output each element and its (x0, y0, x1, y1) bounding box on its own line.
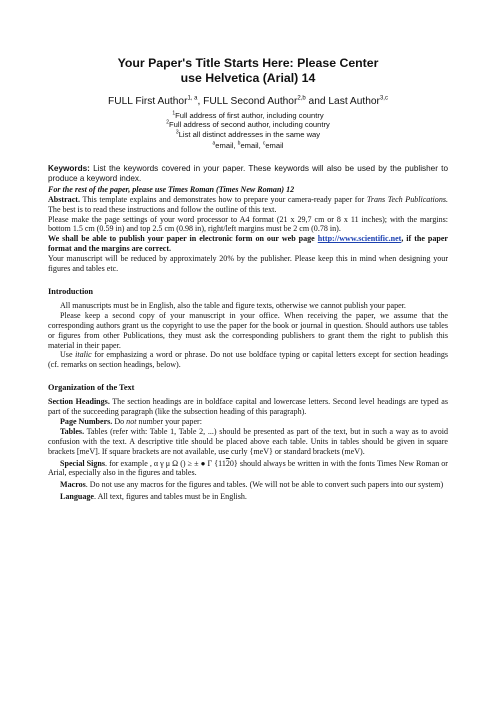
author-and: and (305, 96, 329, 107)
page-numbers-paragraph: Page Numbers. Do not number your paper: (60, 416, 202, 426)
paper-title (48, 56, 448, 85)
affiliations (48, 111, 448, 151)
title-line-1: Your Paper's Title Starts Here: Please Center (117, 56, 379, 70)
affiliation-3: $^3$List all distinct addresses in the same way (175, 129, 321, 139)
author-1: FULL First Author (108, 96, 188, 107)
body-text (48, 185, 448, 502)
intro-paragraph-3: Use italic for emphasizing a word or phrase. Do not use boldface typing or capital letters except for section headings (cf. remarks on section headings, below). (48, 350, 448, 370)
introduction-heading: Introduction (48, 286, 94, 296)
affiliation-2: $^2$Full address of second author, including country (166, 119, 330, 130)
page-settings-paragraph: Please make the page settings of your word processor to A4 format (21 x 29,7 cm or 8 x 11 inches); with the margins: bottom 1.5 cm (0.59 in) and top 2.5 cm (0.98 in), right/left margins must be 2 cm (0.78 in). (48, 214, 448, 234)
language-paragraph: Language. All text, figures and tables must be in English. (60, 492, 247, 502)
email-line: $^a$email, $^b$email, $^c$email (212, 140, 284, 151)
publisher-name: Trans Tech Publications. (366, 194, 448, 204)
keywords-text: List the keywords covered in your paper. These keywords will also be used by the publisher to produce a keyword index. (48, 163, 448, 184)
keywords-label: Keywords: (48, 163, 90, 173)
scientific-net-link[interactable]: http://www.scientific.net (317, 234, 402, 244)
intro-paragraph-2: Please keep a second copy of your manuscript in your office. When receiving the paper, we assume that the corresponding authors grant us the copyright to use the paper for the book or journal in question. Should authors use tables or figures from other Publications, they must ask the corresponding publishers to grant them the right to publish this material in their paper. (48, 310, 448, 350)
author-3-affil: 3,c (379, 95, 388, 102)
paper-page (48, 56, 448, 502)
author-line: FULL First Author$^{1, a}$, FULL Second Author$^{2,b}$ and Last Author$^{3,c}$ (108, 95, 388, 107)
author-1-affil: 1, a (187, 95, 198, 102)
author-2-affil: 2,b (297, 95, 306, 102)
publish-paragraph: We shall be able to publish your paper in electronic form on our web page http://www.scientific.net, if the paper format and the margins are correct. (48, 234, 449, 254)
organization-heading: Organization of the Text (48, 383, 135, 393)
section-headings-paragraph: Section Headings. The section headings are in boldface capital and lowercase letters. Second level headings are typed as part of the succeeding paragraph (like the subsection heading of this paragraph). (48, 397, 448, 417)
font-instruction: For the rest of the paper, please use Times Roman (Times New Roman) 12 (48, 184, 295, 194)
tables-paragraph: Tables. Tables (refer with: Table 1, Table 2, ...) should be presented as part of the text, but in such a way as to avoid confusion with the text. A descriptive title should be placed above each table. Units in tables should be given in square brackets [meV]. If square brackets are not available, use curly {meV} or standard brackets (meV). (48, 426, 448, 456)
intro-paragraph-1: All manuscripts must be in English, also the table and figure texts, otherwise we cannot publish your paper. (60, 300, 406, 310)
special-signs-paragraph: Special Signs. for example , α γ μ Ω () ≥ ± ● Γ {1120} should always be written in with the fonts Times New Roman or Arial, especially also in the figures and tables. (48, 458, 448, 478)
title-line-2: use Helvetica (Arial) 14 (180, 70, 316, 85)
abstract-paragraph: Abstract. This template explains and demonstrates how to prepare your camera-ready paper for Trans Tech Publications. The best is to read these instructions and follow the outline of this text. (48, 194, 448, 214)
macros-paragraph: Macros. Do not use any macros for the figures and tables. (We will not be able to convert such papers into our system) (60, 480, 444, 490)
abstract-label: Abstract. (48, 194, 80, 204)
author-3: Last Author (328, 96, 380, 107)
affiliation-1: $^1$Full address of first author, including country (172, 110, 324, 120)
reduction-paragraph: Your manuscript will be reduced by approximately 20% by the publisher. Please keep this in mind when designing your figures and tables etc. (48, 254, 448, 274)
author-2: FULL Second Author (203, 96, 298, 107)
keywords-paragraph (48, 164, 448, 185)
